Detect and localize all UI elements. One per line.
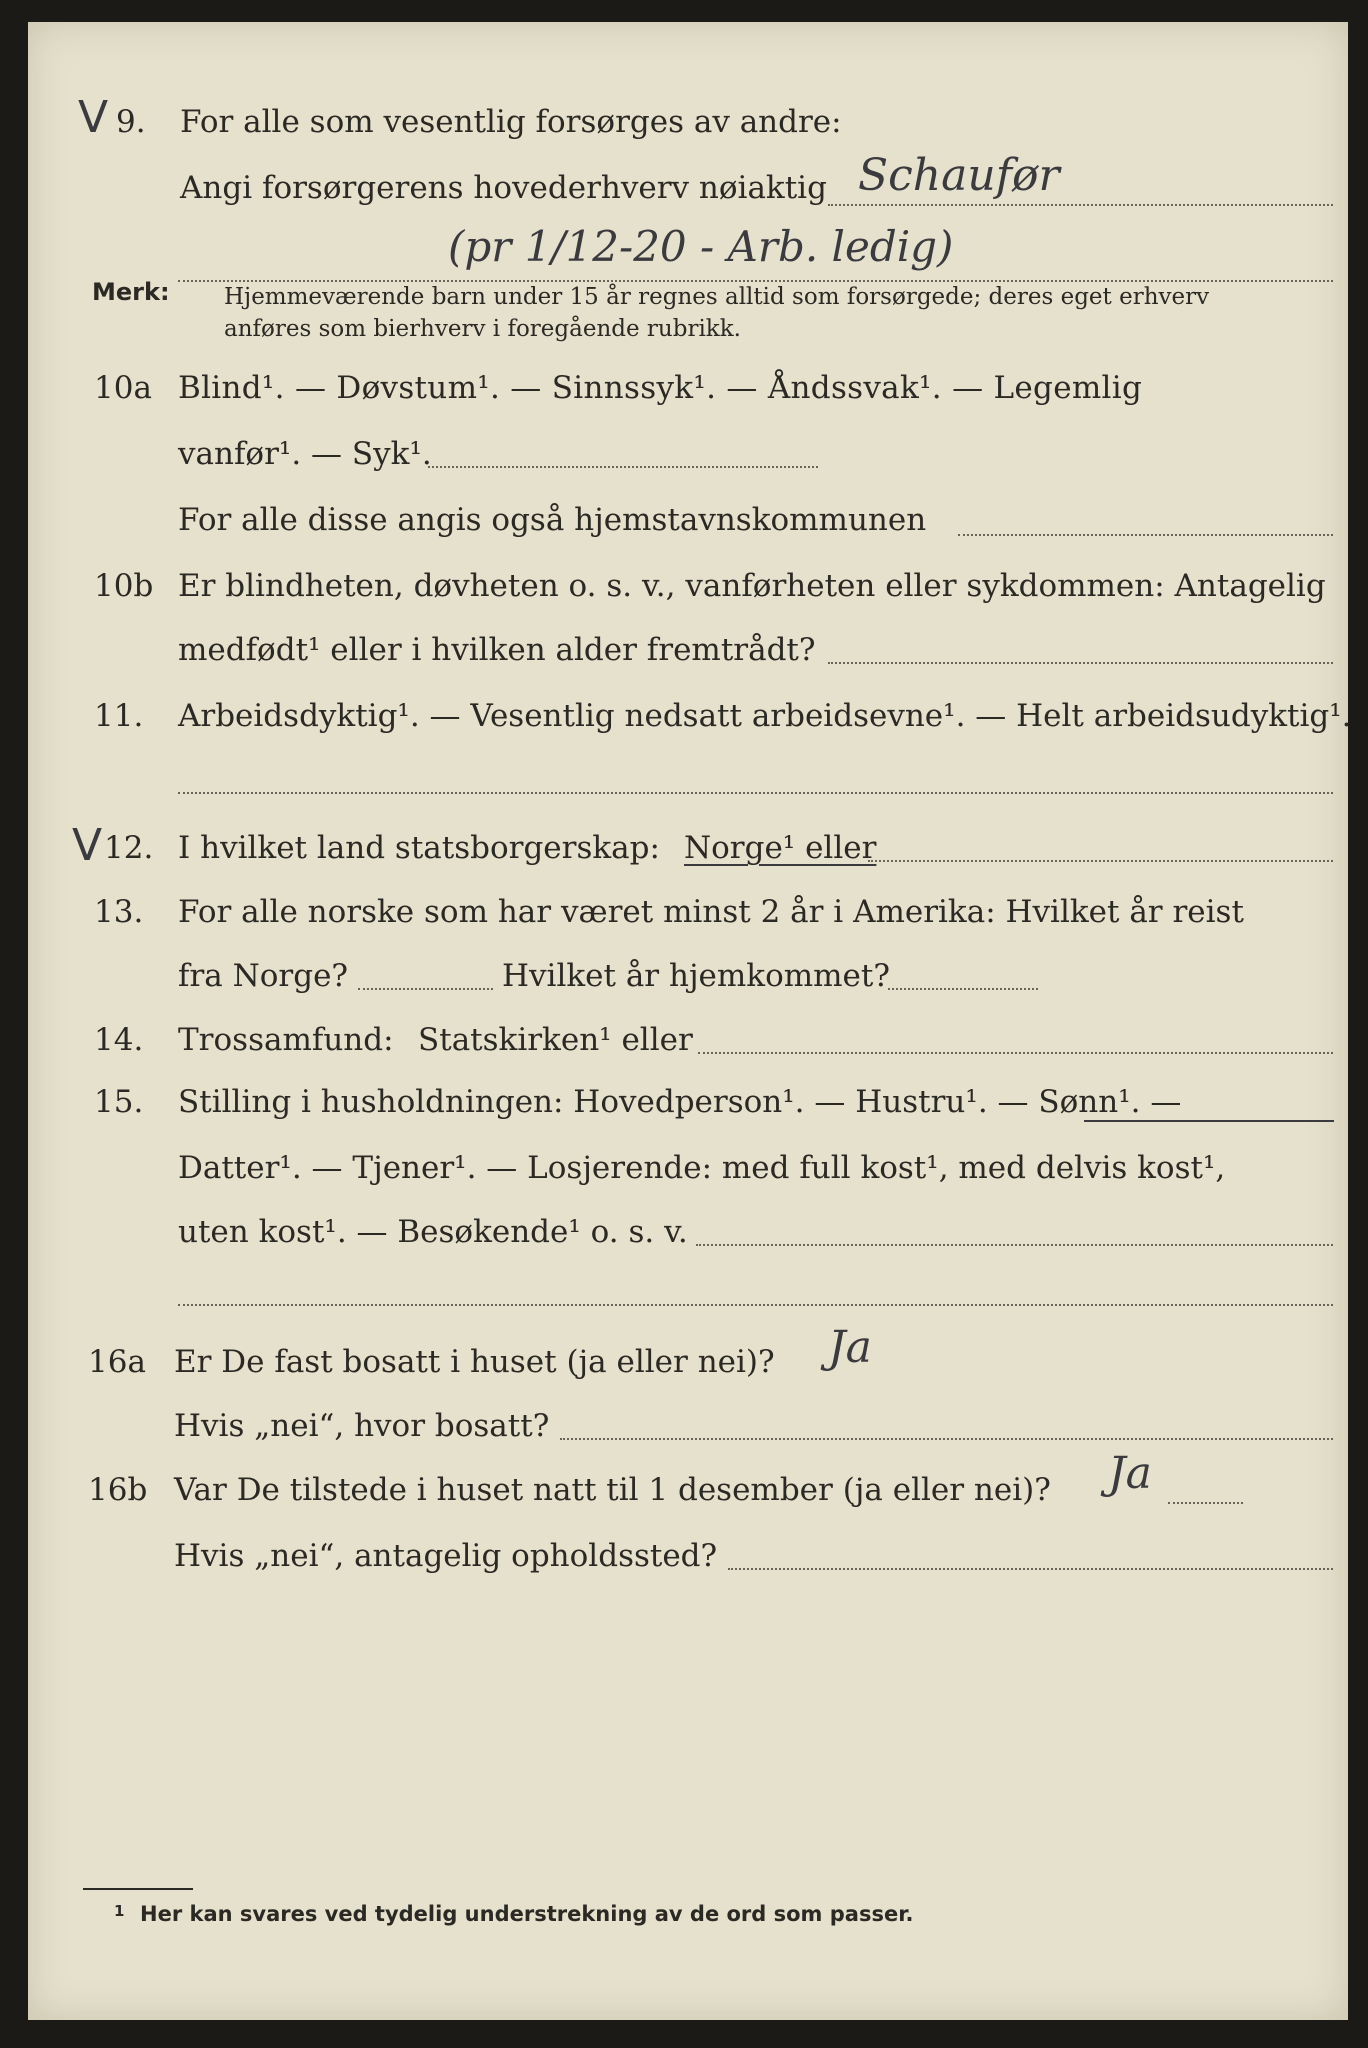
question-16b-line-1: Var De tilstede i huset natt til 1 desember (ja eller nei)? [174, 1472, 1051, 1508]
answer-line-q10b [828, 662, 1333, 664]
check-mark-q9: V [78, 92, 109, 143]
question-10a-line-2: vanfør¹. — Syk¹. [178, 436, 432, 472]
census-form-page [28, 22, 1352, 2020]
answer-line-q12 [868, 860, 1333, 862]
question-13-line-2a: fra Norge? [178, 958, 349, 994]
question-14-option: Statskirken¹ eller [418, 1022, 693, 1058]
answer-line-q9-2 [178, 280, 1333, 282]
answer-line-q16b-2 [728, 1568, 1333, 1570]
question-9-line-2: Angi forsørgerens hovederhverv nøiaktig [180, 170, 827, 206]
question-9-line-1: For alle som vesentlig forsørges av andre: [180, 104, 842, 140]
answer-line-q15-1 [696, 1244, 1333, 1246]
question-number-15: 15. [94, 1084, 144, 1120]
footnote-rule [83, 1888, 193, 1890]
answer-line-q11 [178, 792, 1333, 794]
question-10b-line-2: medfødt¹ eller i hvilken alder fremtrådt? [178, 632, 816, 668]
question-number-14: 14. [94, 1022, 144, 1058]
question-number-9: 9. [116, 104, 146, 140]
answer-line-q10a-1 [428, 466, 818, 468]
question-16a-line-1: Er De fast bosatt i huset (ja eller nei)? [174, 1344, 775, 1380]
handwritten-answer-q9-occupation: Schaufør [858, 150, 1060, 201]
answer-line-q9-1 [828, 204, 1333, 206]
handwritten-underline-sonn [1084, 1120, 1334, 1122]
question-number-10a: 10a [94, 370, 152, 406]
question-16a-line-2: Hvis „nei“, hvor bosatt? [174, 1408, 550, 1444]
question-15-line-2: Datter¹. — Tjener¹. — Losjerende: med full kost¹, med delvis kost¹, [178, 1150, 1226, 1186]
question-10a-line-1: Blind¹. — Døvstum¹. — Sinnssyk¹. — Åndssvak¹. — Legemlig [178, 370, 1143, 406]
question-13-line-2b: Hvilket år hjemkommet? [502, 958, 890, 994]
question-15-line-3: uten kost¹. — Besøkende¹ o. s. v. [178, 1214, 688, 1250]
check-mark-q12: V [72, 820, 103, 871]
note-label: Merk: [92, 278, 170, 306]
answer-line-q15-2 [178, 1304, 1333, 1306]
question-13-line-1: For alle norske som har været minst 2 år i Amerika: Hvilket år reist [178, 894, 1244, 930]
answer-line-q13-1 [358, 988, 493, 990]
handwritten-answer-q9-note: (pr 1/12-20 - Arb. ledig) [448, 222, 954, 271]
answer-line-q10a-2 [958, 534, 1333, 536]
handwritten-answer-q16a: Ja [828, 1322, 872, 1373]
answer-line-q13-2 [888, 988, 1038, 990]
question-10b-line-1: Er blindheten, døvheten o. s. v., vanførheten eller sykdommen: Antagelig [178, 568, 1326, 604]
question-14-text: Trossamfund: [178, 1022, 394, 1058]
question-number-12: 12. [104, 830, 154, 866]
question-15-line-1: Stilling i husholdningen: Hovedperson¹. — Hustru¹. — Sønn¹. — [178, 1084, 1182, 1120]
question-11-line-1: Arbeidsdyktig¹. — Vesentlig nedsatt arbeidsevne¹. — Helt arbeidsudyktig¹. [178, 698, 1352, 734]
question-12-text: I hvilket land statsborgerskap: [178, 830, 660, 866]
question-number-16a: 16a [88, 1344, 146, 1380]
question-number-11: 11. [94, 698, 144, 734]
answer-line-q16b-1 [1168, 1502, 1243, 1504]
footnote-mark: 1 [114, 1902, 125, 1920]
question-10a-line-3: For alle disse angis også hjemstavnskommunen [178, 502, 927, 538]
answer-line-q14 [698, 1052, 1333, 1054]
question-number-13: 13. [94, 894, 144, 930]
question-16b-line-2: Hvis „nei“, antagelig opholdssted? [174, 1538, 718, 1574]
handwritten-answer-q16b: Ja [1108, 1448, 1152, 1499]
answer-line-q16a [560, 1438, 1333, 1440]
note-line-2: anføres som bierhverv i foregående rubrikk. [224, 316, 741, 342]
note-line-1: Hjemmeværende barn under 15 år regnes alltid som forsørgede; deres eget erhverv [224, 284, 1210, 310]
footnote-text: Her kan svares ved tydelig understrekning av de ord som passer. [140, 1902, 914, 1926]
question-number-16b: 16b [88, 1472, 148, 1508]
question-12-option: Norge¹ eller [684, 830, 877, 866]
question-number-10b: 10b [94, 568, 154, 604]
